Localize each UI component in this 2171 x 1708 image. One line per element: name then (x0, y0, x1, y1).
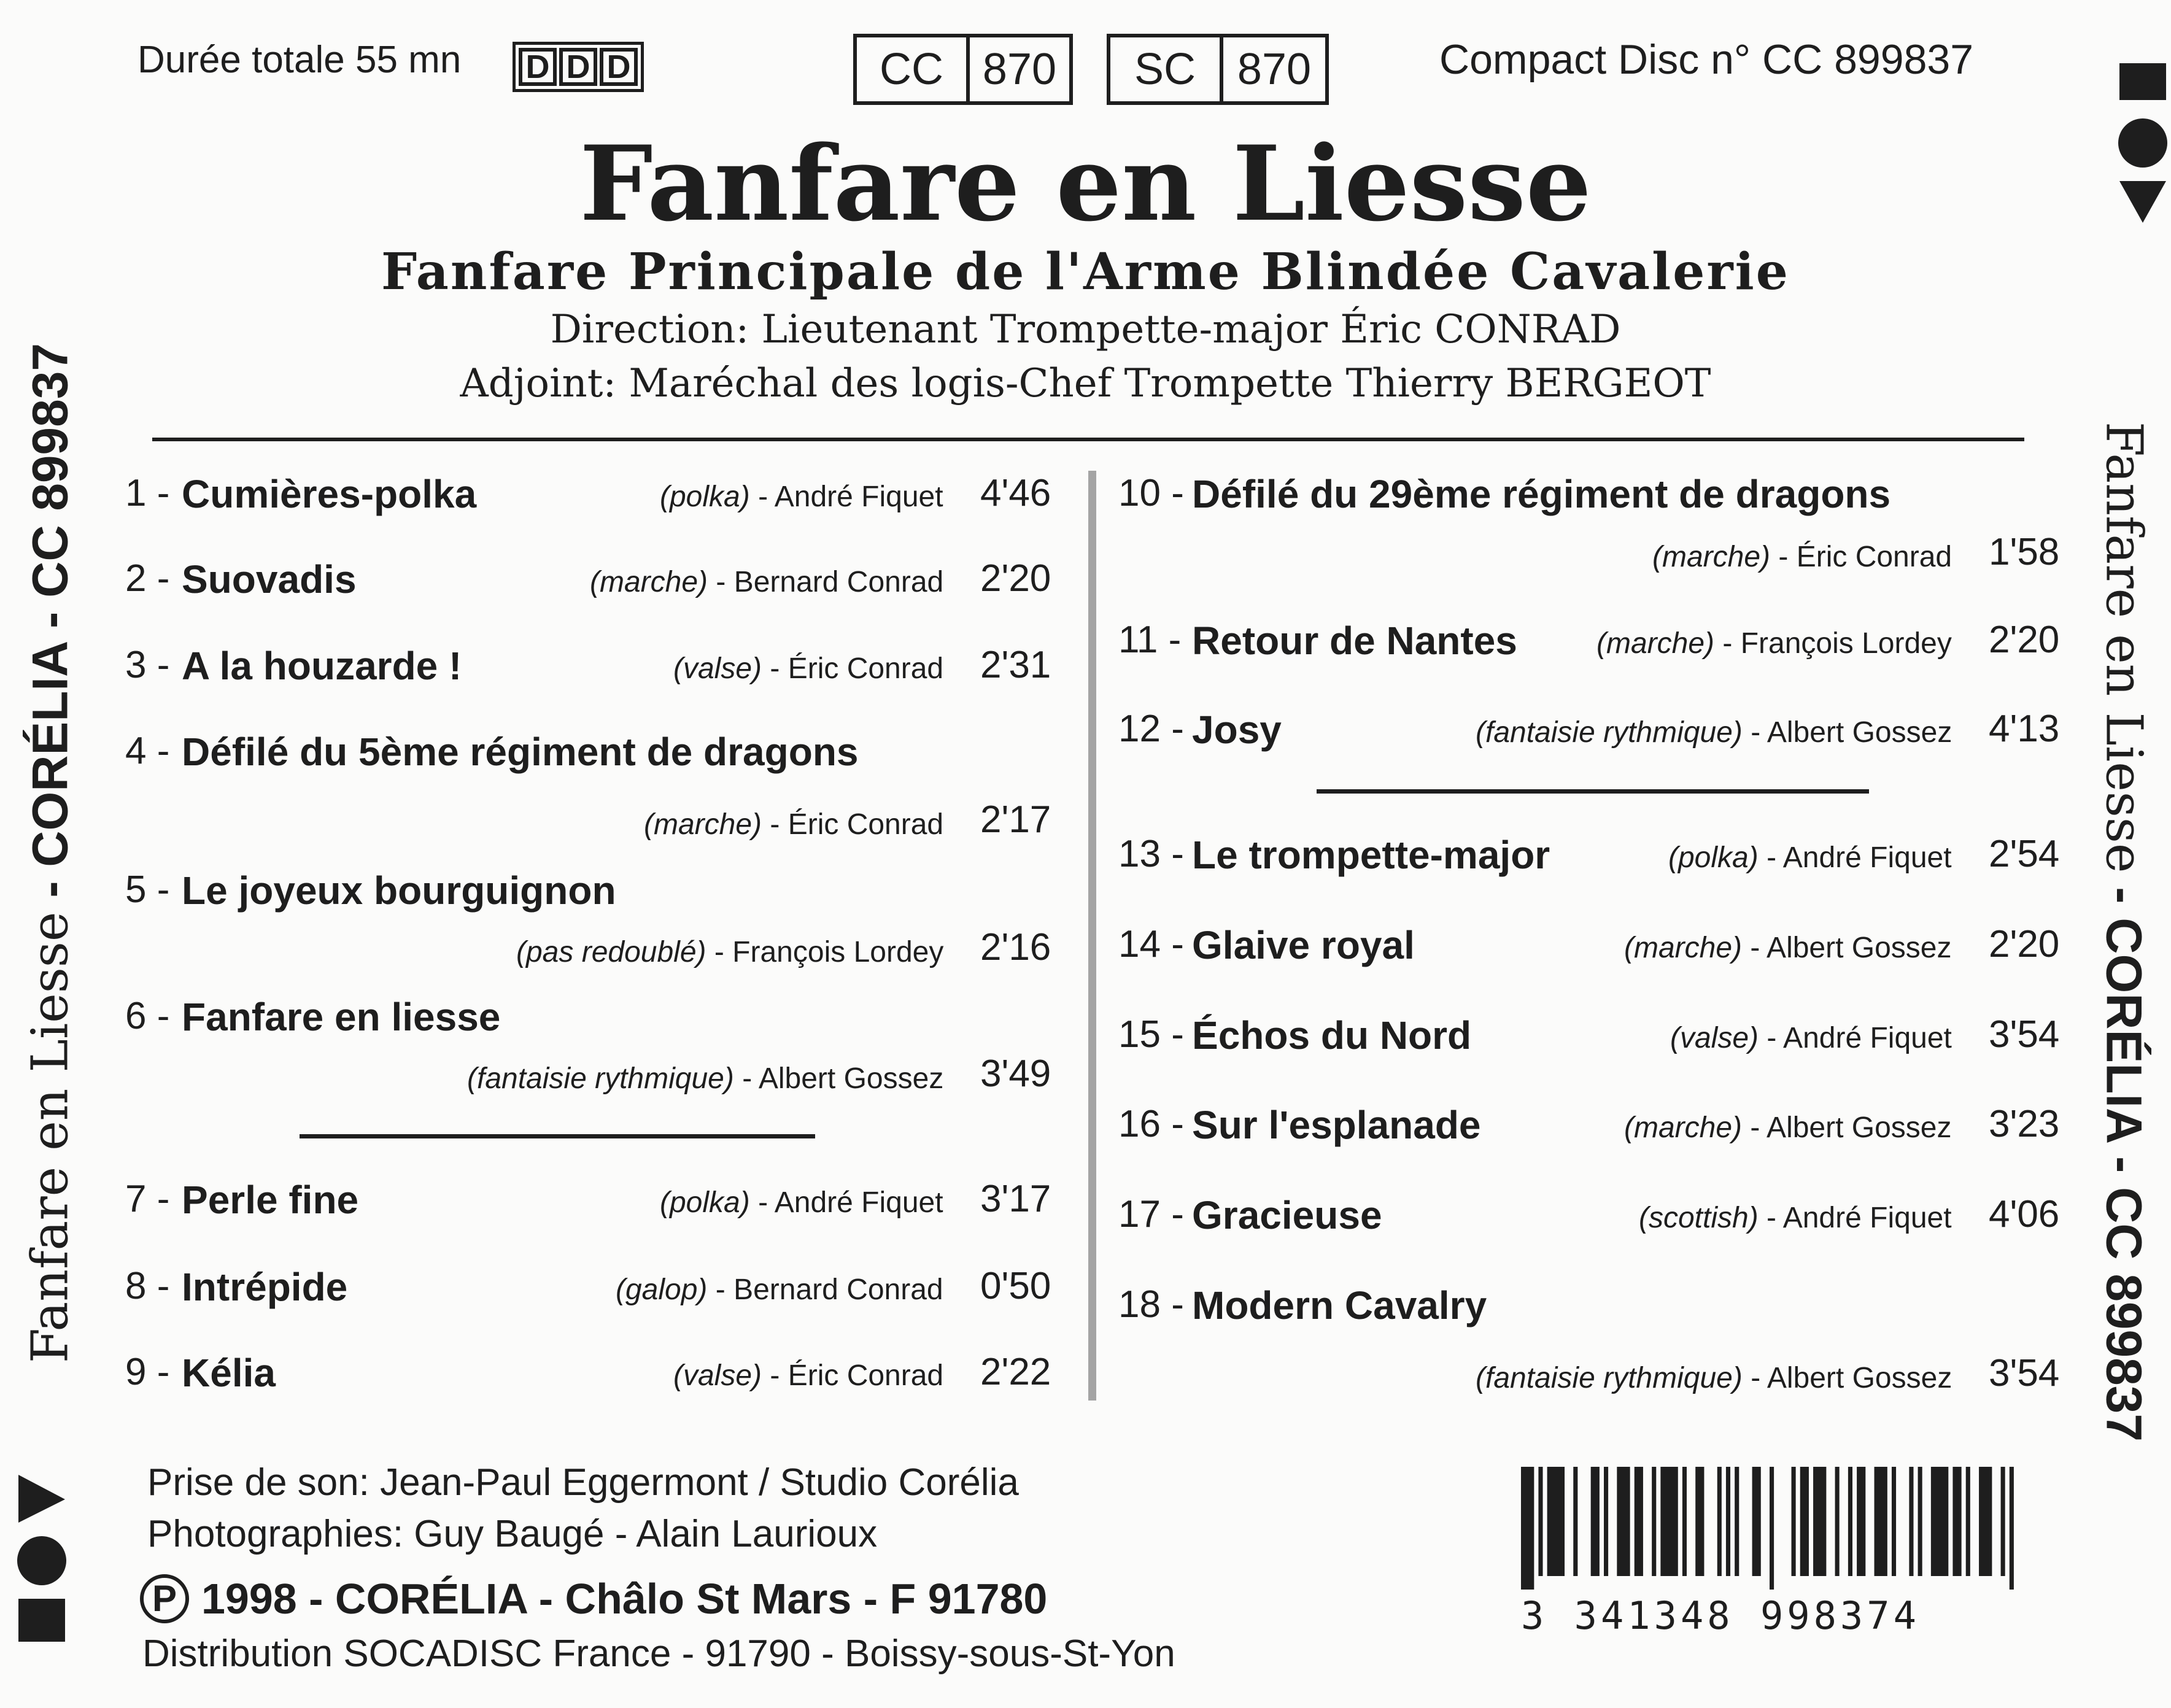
track-title: Modern Cavalry (1192, 1283, 1487, 1327)
track-genre: (pas redoublé) (516, 936, 706, 968)
track-number: 3 - (125, 644, 170, 686)
sc-code-box (1107, 34, 1329, 105)
track-composer: - Éric Conrad (770, 1359, 944, 1392)
track-credit (616, 1273, 943, 1307)
barcode (1521, 1467, 2018, 1590)
track-credit (516, 935, 943, 969)
track-credit (1668, 841, 1952, 875)
track-credit (673, 1359, 943, 1393)
barcode-bar (1931, 1467, 1948, 1576)
track-genre: (fantaisie rythmique) (1476, 716, 1743, 749)
track-genre: (scottish) (1639, 1202, 1759, 1234)
track-title: Échos du Nord (1192, 1013, 1472, 1057)
track-number: 6 - (125, 995, 170, 1037)
track-number: 5 - (125, 868, 170, 911)
track-number: 15 - (1118, 1013, 1184, 1056)
track-number: 16 - (1118, 1103, 1184, 1145)
track-composer: - Albert Gossez (1750, 1111, 1952, 1144)
track-genre: (polka) (660, 481, 750, 513)
track-duration: 2'20 (1989, 619, 2060, 661)
ensemble-name: Fanfare Principale de l'Arme Blindée Cavalerie (381, 242, 1790, 301)
track-title: Cumières-polka (182, 472, 477, 516)
track-number: 18 - (1118, 1283, 1184, 1326)
recording-credit: Prise de son: Jean-Paul Eggermont / Studio Corélia (147, 1461, 1019, 1504)
barcode-bar (1604, 1467, 1608, 1576)
track-composer: - Éric Conrad (1778, 541, 1952, 573)
assistant-credit: Adjoint: Maréchal des logis-Chef Trompette Thierry BERGEOT (460, 361, 1711, 406)
track-genre: (valse) (673, 1359, 762, 1392)
spine-title: Fanfare en Liesse (2094, 422, 2153, 873)
sc-code-label: SC (1134, 45, 1196, 94)
track-credit (1639, 1201, 1952, 1235)
track-genre: (marche) (1624, 932, 1743, 964)
barcode-bar (1660, 1467, 1678, 1576)
track-duration: 0'50 (980, 1265, 1051, 1307)
phonogram-icon: P (140, 1574, 189, 1623)
track-credit (660, 480, 943, 514)
barcode-bar (1735, 1467, 1739, 1576)
track-duration: 4'06 (1989, 1193, 2060, 1235)
track-number: 14 - (1118, 923, 1184, 965)
track-number: 7 - (125, 1178, 170, 1220)
barcode-bar (1835, 1467, 1840, 1576)
barcode-bar (1752, 1467, 1761, 1576)
track-credit (1476, 1361, 1952, 1395)
track-genre: (fantaisie rythmique) (467, 1062, 734, 1095)
track-credit (1624, 931, 1952, 965)
photo-credit: Photographies: Guy Baugé - Alain Laurioux (147, 1513, 878, 1555)
track-duration: 2'16 (980, 926, 1051, 968)
track-composer: - André Fiquet (1767, 1202, 1952, 1234)
barcode-bar (1652, 1467, 1656, 1576)
track-title: Retour de Nantes (1192, 619, 1517, 663)
barcode-bar (1892, 1467, 1896, 1576)
track-genre: (marche) (1652, 541, 1771, 573)
track-credit (1670, 1021, 1952, 1055)
track-genre: (marche) (1596, 627, 1715, 660)
catalog-number: Compact Disc n° CC 899837 (1439, 36, 1974, 83)
track-duration: 2'54 (1989, 833, 2060, 875)
track-title: Suovadis (182, 557, 357, 601)
track-duration: 2'31 (980, 644, 1051, 686)
left-column-divider (300, 1134, 815, 1138)
track-composer: - André Fiquet (758, 1186, 943, 1219)
barcode-bar (1857, 1467, 1865, 1576)
track-title: Fanfare en liesse (182, 995, 501, 1039)
track-duration: 3'17 (980, 1178, 1051, 1220)
track-composer: - Bernard Conrad (715, 1273, 943, 1306)
track-credit (660, 1186, 943, 1219)
distribution-credit: Distribution SOCADISC France - 91790 - Boissy-sous-St-Yon (142, 1633, 1175, 1675)
track-number: 12 - (1118, 708, 1184, 750)
barcode-bar (1726, 1467, 1730, 1576)
barcode-bar (1770, 1467, 1774, 1590)
track-credit (1596, 627, 1952, 660)
track-genre: (fantaisie rythmique) (1476, 1362, 1743, 1394)
track-duration: 2'22 (980, 1351, 1051, 1393)
track-number: 11 - (1118, 619, 1182, 661)
cc-code-value: 870 (966, 37, 1069, 101)
track-title: Le trompette-major (1192, 833, 1550, 877)
track-composer: - Albert Gossez (1751, 716, 1952, 749)
track-number: 8 - (125, 1265, 170, 1307)
barcode-bar (1909, 1467, 1913, 1576)
barcode-bar (1848, 1467, 1852, 1576)
copyright-text: 1998 - CORÉLIA - Châlo St Mars - F 91780 (201, 1575, 1048, 1623)
cc-code-label: CC (880, 45, 943, 94)
track-credit (1652, 540, 1952, 574)
barcode-bar (1800, 1467, 1809, 1576)
track-title: Kélia (182, 1351, 276, 1395)
track-composer: - Éric Conrad (770, 652, 944, 685)
track-duration: 3'23 (1989, 1103, 2060, 1145)
track-title: Le joyeux bourguignon (182, 868, 616, 913)
sc-code-value: 870 (1220, 37, 1325, 101)
track-title: Intrépide (182, 1265, 348, 1309)
ddd-letter: D (559, 48, 597, 86)
track-title: Sur l'esplanade (1192, 1103, 1481, 1147)
ddd-code-badge (513, 42, 644, 92)
track-genre: (valse) (1670, 1022, 1759, 1054)
track-composer: - Éric Conrad (770, 808, 944, 841)
track-credit (644, 808, 943, 841)
track-number: 17 - (1118, 1193, 1184, 1235)
track-number: 10 - (1118, 472, 1184, 514)
track-credit (590, 565, 943, 599)
track-title: Gracieuse (1192, 1193, 1382, 1237)
cc-code-box (853, 34, 1073, 105)
track-duration: 2'17 (980, 798, 1051, 841)
track-composer: - François Lordey (1722, 627, 1952, 660)
track-genre: (marche) (1624, 1111, 1743, 1144)
conductor-credit: Direction: Lieutenant Trompette-major Éric CONRAD (550, 307, 1621, 352)
barcode-bar (1918, 1467, 1922, 1576)
track-composer: - André Fiquet (1767, 1022, 1952, 1054)
right-column-divider (1317, 789, 1869, 794)
barcode-bar (1547, 1467, 1565, 1576)
barcode-bar (1717, 1467, 1722, 1576)
track-duration: 3'49 (980, 1053, 1051, 1095)
barcode-bar (1695, 1467, 1704, 1576)
spine-title: Fanfare en Liesse (21, 911, 80, 1363)
barcode-bar (1952, 1467, 1961, 1576)
track-title: Glaive royal (1192, 923, 1415, 967)
duration-text: Durée totale 55 mn (137, 39, 462, 81)
track-composer: - Albert Gossez (1751, 1362, 1952, 1394)
album-title: Fanfare en Liesse (579, 123, 1592, 244)
track-genre: (polka) (660, 1186, 750, 1219)
spine-label: - CORÉLIA - CC 899837 (2096, 873, 2152, 1442)
track-genre: (valse) (673, 652, 762, 685)
track-title: Défilé du 29ème régiment de dragons (1192, 472, 1891, 516)
track-credit (1476, 716, 1952, 749)
barcode-bar (1635, 1467, 1643, 1576)
track-duration: 3'54 (1989, 1013, 2060, 1056)
track-duration: 2'20 (1989, 923, 2060, 965)
track-title: Défilé du 5ème régiment de dragons (182, 730, 859, 774)
track-genre: (marche) (644, 808, 762, 841)
track-composer: - Bernard Conrad (716, 566, 944, 598)
track-number: 1 - (125, 472, 170, 514)
copyright-line (140, 1574, 1047, 1623)
left-spine-text (21, 343, 80, 1363)
track-composer: - Albert Gossez (742, 1062, 944, 1095)
track-duration: 4'13 (1989, 708, 2060, 750)
barcode-bar (2001, 1467, 2005, 1576)
track-genre: (polka) (1668, 841, 1759, 874)
barcode-bar (2010, 1467, 2014, 1590)
track-credit (1624, 1111, 1952, 1145)
track-title: Perle fine (182, 1178, 359, 1222)
track-title: A la houzarde ! (182, 644, 462, 688)
track-number: 2 - (125, 557, 170, 600)
barcode-bar (1875, 1467, 1887, 1576)
track-composer: - André Fiquet (758, 481, 943, 513)
track-number: 4 - (125, 730, 170, 772)
barcode-number: 3 341348 998374 (1521, 1593, 1920, 1638)
right-spine-text (2095, 422, 2153, 1442)
square-circle-triangle-logo-icon (14, 1470, 69, 1648)
barcode-bar (1813, 1467, 1826, 1576)
barcode-bar (1538, 1467, 1542, 1576)
barcode-bar (1682, 1467, 1687, 1576)
track-number: 9 - (125, 1351, 170, 1393)
barcode-bar (1617, 1467, 1630, 1576)
track-composer: - François Lordey (714, 936, 944, 968)
barcode-bar (1966, 1467, 1970, 1576)
ddd-letter: D (600, 48, 638, 86)
track-credit (673, 652, 943, 686)
track-title: Josy (1192, 708, 1282, 752)
track-genre: (galop) (616, 1273, 708, 1306)
barcode-bar (1521, 1467, 1534, 1590)
track-duration: 1'58 (1989, 531, 2060, 573)
track-duration: 3'54 (1989, 1352, 2060, 1394)
header-divider (152, 438, 2024, 441)
ddd-letter: D (519, 48, 557, 86)
track-number: 13 - (1118, 833, 1184, 875)
barcode-bar (1573, 1467, 1577, 1576)
barcode-bar (1979, 1467, 1992, 1576)
column-divider (1088, 471, 1096, 1401)
track-composer: - André Fiquet (1767, 841, 1952, 874)
barcode-bar (1792, 1467, 1796, 1576)
barcode-bar (1591, 1467, 1600, 1576)
track-genre: (marche) (590, 566, 708, 598)
track-duration: 2'20 (980, 557, 1051, 600)
square-circle-triangle-logo-icon (2115, 58, 2170, 230)
track-credit (467, 1062, 943, 1096)
spine-label: - CORÉLIA - CC 899837 (22, 343, 79, 912)
track-composer: - Albert Gossez (1750, 932, 1952, 964)
track-duration: 4'46 (980, 472, 1051, 514)
